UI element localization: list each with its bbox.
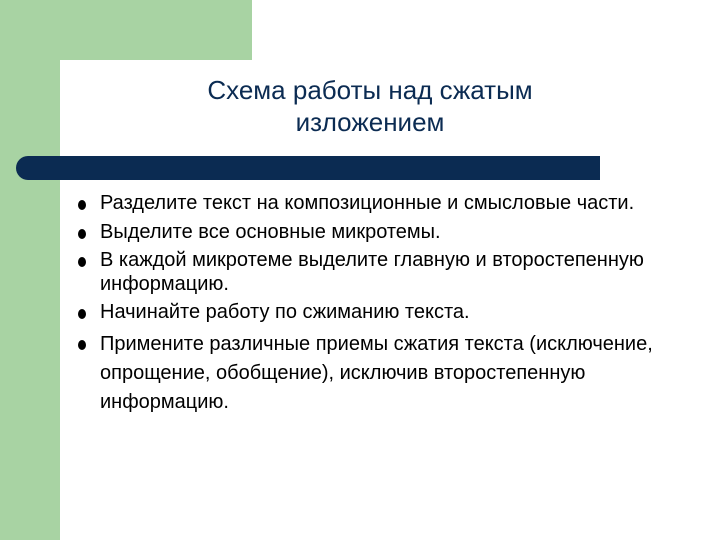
bullet-icon: [78, 309, 86, 319]
decorative-green-bar: [0, 0, 60, 540]
decorative-green-block: [0, 0, 252, 60]
slide-title: Схема работы над сжатым изложением: [207, 75, 533, 137]
list-item: [78, 221, 678, 245]
list-item-text: В каждой микротеме выделите главную и второстепенную информацию.: [100, 249, 644, 295]
bullet-icon: [78, 229, 86, 239]
bullet-icon: [78, 340, 86, 350]
bullet-list: [78, 192, 678, 422]
title-divider-bar: [16, 156, 600, 180]
list-item-text: Начинайте работу по сжиманию текста.: [100, 301, 470, 323]
list-item-text: Выделите все основные микротемы.: [100, 220, 441, 243]
list-item-text: Примените различные приемы сжатия текста (исключение, опрощение, обобщение), исключив второстепенную информацию.: [100, 332, 653, 413]
list-item: [78, 301, 678, 325]
bullet-icon: [78, 200, 86, 210]
decorative-rounded-corner: [60, 60, 120, 120]
list-item-text: Разделите текст на композиционные и смысловые части.: [100, 192, 635, 214]
list-item: [78, 330, 678, 417]
bullet-icon: [78, 257, 86, 267]
list-item: [78, 192, 678, 216]
list-item: [78, 249, 678, 296]
